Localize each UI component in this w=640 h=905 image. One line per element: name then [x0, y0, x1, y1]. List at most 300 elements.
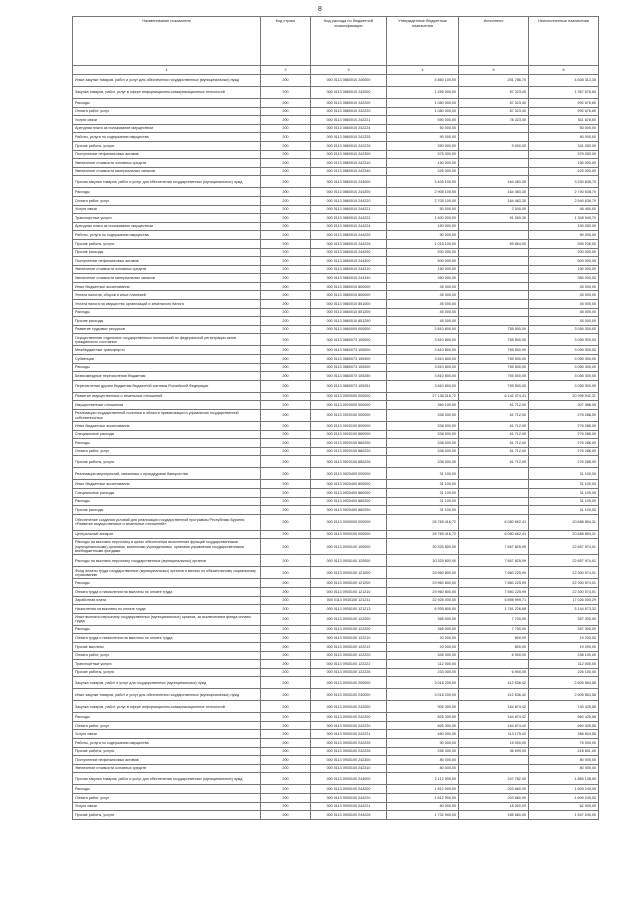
- row-approved: 1 015 100,00: [387, 239, 459, 248]
- row-executed: 164 874,42: [459, 713, 529, 722]
- row-executed: 5 898 999,71: [459, 596, 529, 605]
- table-row: [73, 739, 599, 748]
- row-remaining: 90 000,00: [529, 133, 599, 142]
- row-name: Оплата работ, услуг: [73, 721, 261, 730]
- row-line-code: 200: [261, 596, 311, 605]
- row-line-code: 200: [261, 634, 311, 643]
- row-class-code: 000 0113 0860010 851200: [311, 308, 387, 317]
- row-remaining: 112 000,00: [529, 660, 599, 669]
- row-approved: 112 000,00: [387, 660, 459, 669]
- row-approved: 90 000,00: [387, 231, 459, 240]
- row-remaining: 3 055 300,00: [529, 372, 599, 381]
- table-row: [73, 468, 599, 480]
- row-approved: 825 300,00: [387, 713, 459, 722]
- row-approved: 30 325 800,00: [387, 555, 459, 567]
- row-remaining: 992 676,60: [529, 99, 599, 108]
- row-approved: 150 000,00: [387, 222, 459, 231]
- row-line-code: 200: [261, 380, 311, 392]
- row-class-code: 000 0113 0860010 242221: [311, 116, 387, 125]
- row-line-code: 200: [261, 265, 311, 274]
- row-name: Уплата налогов, сборов и иных платежей: [73, 291, 261, 300]
- table-row: [73, 439, 599, 448]
- row-class-code: 000 0113 0860010 244226: [311, 239, 387, 248]
- row-remaining: 17 026 000,29: [529, 596, 599, 605]
- row-approved: 375 000,00: [387, 150, 459, 159]
- row-executed: [459, 764, 529, 773]
- table-row: [73, 497, 599, 506]
- row-line-code: 200: [261, 488, 311, 497]
- row-executed: 6 900,00: [459, 668, 529, 677]
- row-class-code: 000 0113 0860010 244340: [311, 274, 387, 283]
- row-approved: 45 000,00: [387, 300, 459, 309]
- table-row: [73, 231, 599, 240]
- row-class-code: 000 0113 0930100 242300: [311, 756, 387, 765]
- row-remaining: 5 144 573,32: [529, 605, 599, 614]
- row-executed: 113 175,42: [459, 730, 529, 739]
- row-executed: 203 660,00: [459, 794, 529, 803]
- table-row: [73, 587, 599, 596]
- table-row: [73, 239, 599, 248]
- column-number: 1: [73, 66, 261, 75]
- row-class-code: 000 0113 0860010 242310: [311, 159, 387, 168]
- table-row: [73, 392, 599, 401]
- row-name: Имущественные отношения: [73, 401, 261, 410]
- row-remaining: 22 300 574,01: [529, 567, 599, 579]
- row-approved: 350 000,00: [387, 141, 459, 150]
- row-name: Осуществление отдельных государственных полномочий по федеральной регистрации актов гражданского состояния: [73, 334, 261, 346]
- table-row: [73, 634, 599, 643]
- row-line-code: 200: [261, 214, 311, 223]
- row-remaining: 276 288,00: [529, 447, 599, 456]
- row-executed: [459, 150, 529, 159]
- row-executed: [459, 248, 529, 257]
- row-line-code: 200: [261, 124, 311, 133]
- row-approved: 500 000,00: [387, 257, 459, 266]
- row-approved: 255 300,00: [387, 747, 459, 756]
- row-executed: [459, 488, 529, 497]
- row-class-code: 000 0113 0930100 122210: [311, 634, 387, 643]
- row-line-code: 200: [261, 764, 311, 773]
- row-name: Закупка товаров, работ и услуг для государственных (муниципальных) нужд: [73, 677, 261, 689]
- row-line-code: 200: [261, 372, 311, 381]
- table-row: [73, 107, 599, 116]
- row-executed: 755 500,00: [459, 346, 529, 355]
- table-row: [73, 380, 599, 392]
- row-name: Услуги связи: [73, 205, 261, 214]
- row-executed: 61 712,00: [459, 410, 529, 422]
- row-remaining: 350 000,00: [529, 274, 599, 283]
- row-name: Реализация мероприятий, связанных с процедурами банкротства: [73, 468, 261, 480]
- table-row: [73, 642, 599, 651]
- row-executed: 2 540,00: [459, 205, 529, 214]
- row-approved: 369 100,00: [387, 401, 459, 410]
- row-executed: 87 323,40: [459, 107, 529, 116]
- row-line-code: 200: [261, 167, 311, 176]
- row-approved: 480 000,00: [387, 730, 459, 739]
- row-approved: 6 935 800,00: [387, 605, 459, 614]
- row-remaining: 945 236,00: [529, 239, 599, 248]
- row-line-code: 200: [261, 176, 311, 188]
- row-approved: 225 000,00: [387, 167, 459, 176]
- table-row: [73, 265, 599, 274]
- row-approved: 31 100,00: [387, 480, 459, 489]
- row-line-code: 200: [261, 141, 311, 150]
- row-remaining: 276 288,00: [529, 456, 599, 468]
- row-line-code: 200: [261, 468, 311, 480]
- row-name: Оплата работ, услуг: [73, 651, 261, 660]
- row-remaining: 20 688 854,31: [529, 514, 599, 530]
- row-executed: 164 874,42: [459, 701, 529, 713]
- row-remaining: 31 100,00: [529, 480, 599, 489]
- row-class-code: 000 0113 0920400 000000: [311, 468, 387, 480]
- row-approved: 20 000,00: [387, 642, 459, 651]
- row-name: Реализация государственной политики в области приватизации и управления государственной собственностью: [73, 410, 261, 422]
- row-approved: 50 000,00: [387, 205, 459, 214]
- column-number: 2: [261, 66, 311, 75]
- row-name: Субвенции: [73, 355, 261, 364]
- row-name: Услуги связи: [73, 802, 261, 811]
- column-number: 4: [387, 66, 459, 75]
- row-class-code: 000 0113 0930100 242220: [311, 721, 387, 730]
- row-executed: [459, 317, 529, 326]
- row-name: Прочие работы, услуги: [73, 811, 261, 820]
- row-name: Развитие имущественных и земельных отношений: [73, 392, 261, 401]
- row-class-code: 000 0113 0920100 880200: [311, 439, 387, 448]
- row-approved: 31 100,00: [387, 468, 459, 480]
- row-class-code: 000 0113 0860010 244225: [311, 231, 387, 240]
- column-number: 5: [459, 66, 529, 75]
- row-line-code: 200: [261, 668, 311, 677]
- row-class-code: 000 0113 0920400 880290: [311, 506, 387, 515]
- row-executed: 412 636,42: [459, 689, 529, 701]
- row-name: Увеличение стоимости материальных запасов: [73, 274, 261, 283]
- row-class-code: 000 0113 0920100 880000: [311, 430, 387, 439]
- row-class-code: 000 0113 0930100 244200: [311, 785, 387, 794]
- row-executed: [459, 497, 529, 506]
- row-remaining: 375 000,00: [529, 150, 599, 159]
- row-class-code: 000 0113 0860010 244224: [311, 222, 387, 231]
- row-executed: 6 142 374,41: [459, 392, 529, 401]
- row-executed: 36 699,00: [459, 747, 529, 756]
- row-class-code: 000 0113 0930100 121000: [311, 567, 387, 579]
- row-class-code: 000 0113 0860010 851290: [311, 317, 387, 326]
- row-name: Специальные расходы: [73, 430, 261, 439]
- table-row: [73, 317, 599, 326]
- table-row: [73, 188, 599, 197]
- table-row: [73, 282, 599, 291]
- row-executed: 755 500,00: [459, 325, 529, 334]
- row-remaining: 200 000,00: [529, 248, 599, 257]
- table-row: [73, 539, 599, 555]
- row-name: Работы, услуги по содержанию имущества: [73, 739, 261, 748]
- row-remaining: 22 300 574,01: [529, 587, 599, 596]
- row-remaining: 20 688 854,31: [529, 530, 599, 539]
- row-line-code: 200: [261, 291, 311, 300]
- row-name: Заработная плата: [73, 596, 261, 605]
- table-row: [73, 150, 599, 159]
- row-line-code: 200: [261, 773, 311, 785]
- row-executed: 800,00: [459, 642, 529, 651]
- row-name: Расходы: [73, 625, 261, 634]
- row-name: Иные бюджетные ассигнования: [73, 480, 261, 489]
- row-class-code: 000 0113 0930100 122200: [311, 625, 387, 634]
- row-executed: 164 463,30: [459, 176, 529, 188]
- table-row: [73, 141, 599, 150]
- row-approved: 2 112 900,00: [387, 773, 459, 785]
- row-executed: [459, 660, 529, 669]
- row-remaining: 31 100,00: [529, 468, 599, 480]
- row-remaining: 90 000,00: [529, 231, 599, 240]
- table-row: [73, 87, 599, 99]
- row-remaining: 3 055 300,00: [529, 355, 599, 364]
- table-row: [73, 530, 599, 539]
- row-name: Прочие расходы: [73, 248, 261, 257]
- table-row: [73, 159, 599, 168]
- table-row: [73, 773, 599, 785]
- table-row: [73, 346, 599, 355]
- row-class-code: 000 0113 0860073 105251: [311, 380, 387, 392]
- row-line-code: 200: [261, 567, 311, 579]
- row-executed: 755 500,00: [459, 380, 529, 392]
- row-name: Работы, услуги по содержанию имущества: [73, 133, 261, 142]
- page-number: 8: [318, 6, 322, 13]
- row-name: Поступление нефинансовых активов: [73, 150, 261, 159]
- row-line-code: 200: [261, 651, 311, 660]
- row-name: Закупка товаров, работ, услуг в сфере информационно-коммуникационных технологий: [73, 87, 261, 99]
- row-class-code: 000 0113 0930100 242310: [311, 764, 387, 773]
- row-line-code: 200: [261, 274, 311, 283]
- row-name: Иные бюджетные ассигнования: [73, 422, 261, 431]
- row-remaining: 3 055 300,00: [529, 380, 599, 392]
- row-line-code: 200: [261, 401, 311, 410]
- row-remaining: 45 000,00: [529, 308, 599, 317]
- table-row: [73, 764, 599, 773]
- row-name: Расходы: [73, 363, 261, 372]
- row-executed: [459, 124, 529, 133]
- row-executed: [459, 282, 529, 291]
- table-row: [73, 567, 599, 579]
- row-remaining: 740 425,58: [529, 701, 599, 713]
- row-class-code: 000 0113 0930100 122226: [311, 668, 387, 677]
- row-line-code: 200: [261, 480, 311, 489]
- row-executed: 755 500,00: [459, 372, 529, 381]
- row-name: Увеличение стоимости основных средств: [73, 265, 261, 274]
- row-line-code: 200: [261, 346, 311, 355]
- row-line-code: 200: [261, 605, 311, 614]
- row-line-code: 200: [261, 785, 311, 794]
- row-line-code: 200: [261, 325, 311, 334]
- row-class-code: 000 0113 0860010 244222: [311, 214, 387, 223]
- row-name: Поступление нефинансовых активов: [73, 756, 261, 765]
- row-executed: [459, 506, 529, 515]
- row-line-code: 200: [261, 506, 311, 515]
- row-approved: 350 000,00: [387, 274, 459, 283]
- row-name: Прочие работы, услуги: [73, 456, 261, 468]
- table-row: [73, 811, 599, 820]
- row-class-code: 000 0113 0930100 244220: [311, 794, 387, 803]
- table-row: [73, 785, 599, 794]
- row-remaining: 3 055 300,00: [529, 334, 599, 346]
- row-name: Прочие расходы: [73, 506, 261, 515]
- row-approved: 338 000,00: [387, 439, 459, 448]
- row-class-code: 000 0113 0860010 244200: [311, 188, 387, 197]
- row-remaining: 1 367 676,60: [529, 87, 599, 99]
- row-line-code: 200: [261, 747, 311, 756]
- row-name: Услуги связи: [73, 116, 261, 125]
- row-name: Закупка товаров, работ, услуг в сфере информационно-коммуникационных технологий: [73, 701, 261, 713]
- row-remaining: 2 605 563,58: [529, 689, 599, 701]
- row-line-code: 200: [261, 410, 311, 422]
- row-class-code: 000 0113 0930100 121213: [311, 605, 387, 614]
- row-executed: 61 712,00: [459, 447, 529, 456]
- table-row: [73, 308, 599, 317]
- row-line-code: 200: [261, 116, 311, 125]
- row-name: Оплата труда и начисления на выплаты по оплате труда: [73, 634, 261, 643]
- row-name: Увеличение стоимости основных средств: [73, 764, 261, 773]
- row-remaining: 45 000,00: [529, 317, 599, 326]
- table-row: [73, 625, 599, 634]
- row-approved: 45 000,00: [387, 317, 459, 326]
- row-executed: 164 874,42: [459, 721, 529, 730]
- row-executed: 7 660 225,99: [459, 567, 529, 579]
- row-approved: 45 000,00: [387, 308, 459, 317]
- row-executed: 61 712,00: [459, 401, 529, 410]
- row-class-code: 000 0113 0930100 122000: [311, 613, 387, 625]
- row-name: Услуги связи: [73, 730, 261, 739]
- table-row: [73, 75, 599, 87]
- row-class-code: 000 0113 0860010 244310: [311, 265, 387, 274]
- row-executed: 61 712,00: [459, 439, 529, 448]
- row-remaining: 31 100,00: [529, 506, 599, 515]
- row-line-code: 200: [261, 756, 311, 765]
- table-row: [73, 730, 599, 739]
- row-line-code: 200: [261, 579, 311, 588]
- row-line-code: 200: [261, 355, 311, 364]
- row-remaining: 357 300,00: [529, 613, 599, 625]
- row-name: Арендная плата за пользование имуществом: [73, 124, 261, 133]
- row-class-code: 000 0113 0930100 122212: [311, 642, 387, 651]
- row-approved: 30 325 800,00: [387, 539, 459, 555]
- row-executed: 251 786,70: [459, 75, 529, 87]
- row-remaining: 22 657 974,01: [529, 555, 599, 567]
- row-class-code: 000 0113 0860010 242225: [311, 133, 387, 142]
- row-approved: 3 810 800,00: [387, 334, 459, 346]
- table-row: [73, 756, 599, 765]
- row-executed: 6 080 662,41: [459, 530, 529, 539]
- row-remaining: 80 000,00: [529, 764, 599, 773]
- row-class-code: 000 0113 0860010 244220: [311, 196, 387, 205]
- header-budget-class-code: Код расхода по бюджетной классификации: [311, 17, 387, 66]
- row-line-code: 200: [261, 514, 311, 530]
- row-line-code: 200: [261, 205, 311, 214]
- table-row: [73, 456, 599, 468]
- row-class-code: 000 0113 0860010 242220: [311, 107, 387, 116]
- row-executed: [459, 468, 529, 480]
- row-approved: 31 100,00: [387, 497, 459, 506]
- row-remaining: 19 200,00: [529, 642, 599, 651]
- row-approved: 4 860 100,00: [387, 75, 459, 87]
- row-class-code: 000 0113 0930100 242000: [311, 701, 387, 713]
- table-row: [73, 222, 599, 231]
- row-approved: 3 018 200,00: [387, 689, 459, 701]
- row-line-code: 200: [261, 730, 311, 739]
- row-remaining: 660 425,58: [529, 721, 599, 730]
- row-class-code: 000 0113 0920400 880000: [311, 488, 387, 497]
- row-name: Прочие работы, услуги: [73, 141, 261, 150]
- row-class-code: 000 0113 0920100 000000: [311, 410, 387, 422]
- row-name: Оплата работ, услуг: [73, 447, 261, 456]
- row-approved: 3 810 800,00: [387, 372, 459, 381]
- row-line-code: 200: [261, 701, 311, 713]
- row-executed: 7 660 225,99: [459, 587, 529, 596]
- row-line-code: 200: [261, 159, 311, 168]
- row-line-code: 200: [261, 794, 311, 803]
- row-approved: 825 300,00: [387, 721, 459, 730]
- row-approved: 80 000,00: [387, 802, 459, 811]
- row-line-code: 200: [261, 239, 311, 248]
- row-remaining: 357 300,00: [529, 625, 599, 634]
- row-executed: [459, 167, 529, 176]
- row-class-code: 000 0113 0900000 000000: [311, 392, 387, 401]
- row-executed: 61 712,00: [459, 430, 529, 439]
- table-row: [73, 660, 599, 669]
- table-row: [73, 372, 599, 381]
- row-class-code: 000 0113 0920400 800000: [311, 480, 387, 489]
- row-remaining: 150 000,00: [529, 159, 599, 168]
- row-executed: 7 660 225,99: [459, 579, 529, 588]
- row-class-code: 000 0113 0920100 880220: [311, 447, 387, 456]
- row-approved: 1 400 000,00: [387, 214, 459, 223]
- row-executed: 7 667 825,99: [459, 539, 529, 555]
- row-executed: 18 000,00: [459, 802, 529, 811]
- row-class-code: 000 0113 0920100 880226: [311, 456, 387, 468]
- table-row: [73, 410, 599, 422]
- row-line-code: 200: [261, 363, 311, 372]
- row-remaining: 992 676,60: [529, 107, 599, 116]
- row-approved: 3 810 800,00: [387, 355, 459, 364]
- row-approved: 29 960 800,00: [387, 579, 459, 588]
- table-row: [73, 579, 599, 588]
- row-line-code: 200: [261, 196, 311, 205]
- row-remaining: 3 055 300,00: [529, 325, 599, 334]
- row-name: Оплата работ, услуг: [73, 794, 261, 803]
- budget-execution-table: [72, 16, 599, 820]
- row-line-code: 200: [261, 308, 311, 317]
- row-executed: 755 500,00: [459, 355, 529, 364]
- row-name: Оплата работ, услуг: [73, 107, 261, 116]
- row-approved: 80 000,00: [387, 764, 459, 773]
- row-line-code: 200: [261, 739, 311, 748]
- row-executed: [459, 231, 529, 240]
- row-class-code: 000 0113 0930100 200000: [311, 677, 387, 689]
- table-row: [73, 713, 599, 722]
- row-executed: 87 323,40: [459, 87, 529, 99]
- row-executed: 412 636,42: [459, 677, 529, 689]
- row-line-code: 200: [261, 87, 311, 99]
- row-line-code: 200: [261, 530, 311, 539]
- row-approved: 3 810 800,00: [387, 363, 459, 372]
- row-line-code: 200: [261, 677, 311, 689]
- row-executed: 87 323,40: [459, 99, 529, 108]
- row-name: Оплата труда и начисления на выплаты по оплате труда: [73, 587, 261, 596]
- row-class-code: 000 0113 0920000 000000: [311, 401, 387, 410]
- row-executed: 755 500,00: [459, 363, 529, 372]
- row-approved: 233 000,00: [387, 668, 459, 677]
- row-line-code: 200: [261, 802, 311, 811]
- row-approved: 365 000,00: [387, 613, 459, 625]
- row-executed: [459, 756, 529, 765]
- row-name: Иные бюджетные ассигнования: [73, 282, 261, 291]
